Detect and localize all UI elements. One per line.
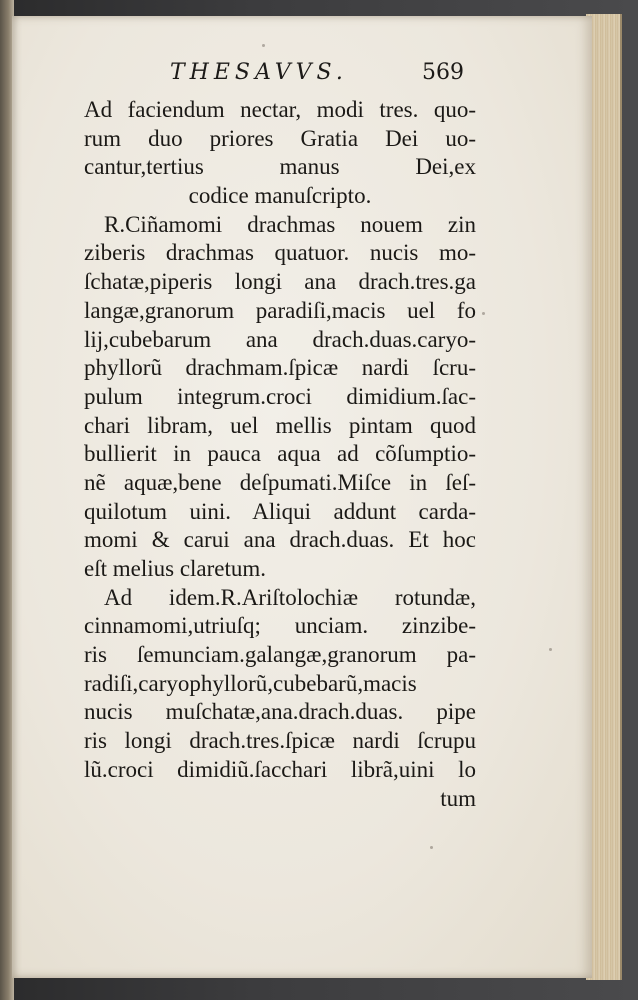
text-line: chari libram, uel mellis pintam quod <box>84 412 476 438</box>
page-speck <box>549 648 552 651</box>
text-line: quilotum uini. Aliqui addunt carda- <box>84 498 476 524</box>
page-speck <box>482 312 485 315</box>
text-line: tum <box>440 785 476 811</box>
text-line: ris ſemunciam.galangæ,granorum pa- <box>84 642 476 668</box>
text-line: ris longi drach.tres.ſpicæ nardi ſcrupu <box>84 728 476 754</box>
text-line: langæ,granorum paradiſi,macis uel fo <box>84 297 476 323</box>
text-line: ziberis drachmas quatuor. nucis mo- <box>84 240 476 266</box>
text-line: momi & carui ana drach.duas. Et hoc <box>84 527 476 553</box>
text-line: pulum integrum.croci dimidium.ſac- <box>84 383 476 409</box>
text-line: cantur,tertius manus Dei,ex <box>84 154 476 180</box>
page-speck <box>430 846 433 849</box>
page-speck <box>262 44 265 47</box>
text-line: phyllorũ drachmam.ſpicæ nardi ſcru- <box>84 355 476 381</box>
text-line: lũ.croci dimidiũ.ſacchari librã,uini lo <box>84 756 476 782</box>
text-line: nucis muſchatæ,ana.drach.duas. pipe <box>84 699 476 725</box>
text-line: R.Ciñamomi drachmas nouem zin <box>104 211 476 237</box>
text-line: rum duo priores Gratia Dei uo- <box>84 125 476 151</box>
text-line: Ad faciendum nectar, modi tres. quo- <box>84 97 476 122</box>
text-line: radiſi,caryophyllorũ,cubebarũ,macis <box>84 670 417 696</box>
text-line: eſt melius claretum. <box>84 556 267 581</box>
text-line: bullierit in pauca aqua ad cõſumptio- <box>84 441 476 467</box>
text-line: cinnamomi,utriuſq; unciam. zinzibe- <box>84 613 476 639</box>
text-line: nẽ aquæ,bene deſpumati.Miſce in ſeſ- <box>84 469 476 495</box>
page-header <box>160 60 470 92</box>
text-line: codice manuſcripto. <box>188 183 372 209</box>
body-text <box>84 96 476 813</box>
page-number: 569 <box>422 60 464 85</box>
text-line: Ad idem.R.Ariſtolochiæ rotundæ, <box>104 584 476 610</box>
text-line: ſchatæ,piperis longi ana drach.tres.ga <box>84 269 476 295</box>
running-title: THESAVVS. <box>170 60 348 85</box>
text-line: lij,cubebarum ana drach.duas.caryo- <box>84 326 476 352</box>
